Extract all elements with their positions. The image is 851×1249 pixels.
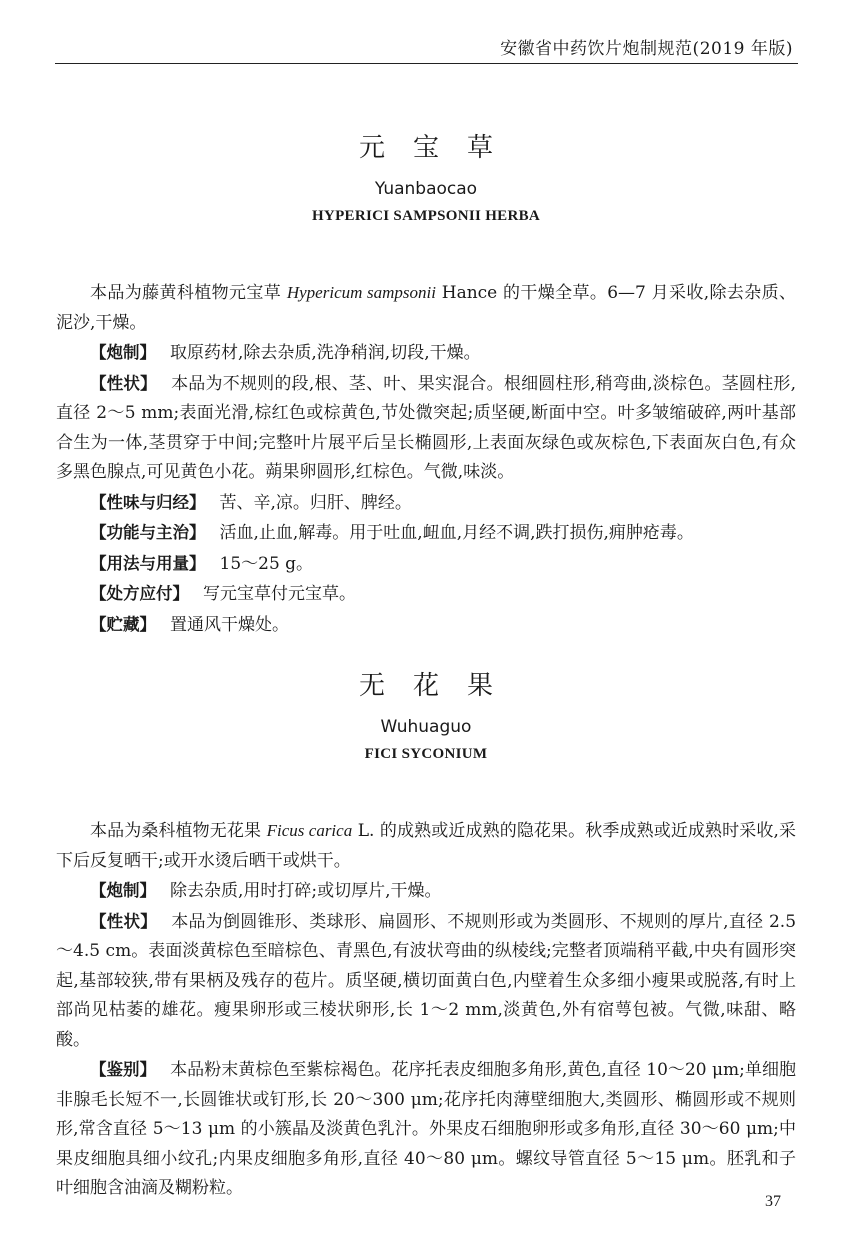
intro-text-cont: Hance 的干燥全草。6—7 月采收,除去杂质、泥沙,干燥。 [56, 283, 797, 333]
section-label: 【炮制】 [90, 343, 156, 362]
section-label: 【炮制】 [90, 881, 156, 900]
intro-paragraph [56, 278, 796, 338]
section-text: 本品粉末黄棕色至紫棕褐色。花序托表皮细胞多角形,黄色,直径 10～20 μm;单细胞非腺毛长短不一,长圆锥状或钉形,长 20～300 μm;花序托肉薄壁细胞大,类圆形、椭圆形或不规则形,常含直径 5～13 μm 的小簇晶及淡黄色乳汁。外果皮石细胞卵形或多角形,直径 30～60 μm;中果皮细胞具细小纹孔;内果皮细胞多角形,直径 40～80 μm。螺纹导管直径 5～15 μm。胚乳和子叶细胞含油滴及糊粉粒。 [56, 1060, 796, 1198]
section-label: 【鉴别】 [90, 1060, 157, 1079]
intro-text: 本品为藤黄科植物元宝草 [90, 283, 287, 303]
section-text: 写元宝草付元宝草。 [203, 584, 356, 604]
running-header: 安徽省中药饮片炮制规范(2019 年版) [500, 39, 793, 59]
latin-name: FICI SYCONIUM [364, 746, 488, 762]
section-text: 除去杂质,用时打碎;或切厚片,干燥。 [170, 881, 442, 901]
section-text: 取原药材,除去杂质,洗净稍润,切段,干燥。 [170, 343, 481, 363]
section-jianbie [56, 1055, 796, 1204]
monograph-title: 元宝草 [358, 133, 521, 163]
section-label: 【性味与归经】 [90, 492, 206, 512]
section-label: 【性状】 [90, 911, 157, 931]
section-paozhi [56, 876, 796, 907]
monograph-body [56, 278, 796, 640]
section-label: 【性状】 [90, 373, 157, 393]
section-xingzhuang [56, 369, 796, 488]
species-name: Ficus carica [266, 821, 353, 840]
section-gongneng [56, 518, 796, 549]
section-label: 【用法与用量】 [90, 553, 206, 573]
section-xingzhuang [56, 907, 796, 1056]
section-chufang [56, 579, 796, 610]
intro-text-cont: L. 的成熟或近成熟的隐花果。秋季成熟或近成熟时采收,采下后反复晒干;或开水烫后晒干或烘干。 [56, 821, 797, 871]
monograph-body [56, 816, 796, 1204]
section-label: 【处方应付】 [90, 584, 189, 603]
section-zhucang [56, 610, 796, 641]
species-name: Hypericum sampsonii [286, 283, 436, 302]
header-rule [55, 63, 798, 64]
section-text: 本品为倒圆锥形、类球形、扁圆形、不规则形或为类圆形、不规则的厚片,直径 2.5～4.5 cm。表面淡黄棕色至暗棕色、青黑色,有波状弯曲的纵棱线;完整者顶端稍平截,中央有圆形突起,基部较狭,带有果柄及残存的苞片。质坚硬,横切面黄白色,内壁着生众多细小瘦果或脱落,有时上部尚见枯萎的雄花。瘦果卵形或三棱状卵形,长 1～2 mm,淡黄色,外有宿萼包被。气微,味甜、略酸。 [56, 911, 797, 1050]
monograph-wuhuaguo [56, 668, 796, 1204]
section-xingwei [56, 488, 796, 519]
section-text: 本品为不规则的段,根、茎、叶、果实混合。根细圆柱形,稍弯曲,淡棕色。茎圆柱形,直径 2～5 mm;表面光滑,棕红色或棕黄色,节处微突起;质坚硬,断面中空。叶多皱缩破碎,两叶基部合生为一体,茎贯穿于中间;完整叶片展平后呈长椭圆形,上表面灰绿色或灰棕色,下表面灰白色,有众多黑色腺点,可见黄色小花。蒴果卵圆形,红棕色。气微,味淡。 [56, 373, 796, 482]
page-number: 37 [765, 1193, 781, 1210]
section-paozhi [56, 338, 796, 369]
intro-text: 本品为桑科植物无花果 [90, 821, 267, 841]
intro-paragraph [56, 816, 796, 876]
section-label: 【功能与主治】 [90, 523, 206, 542]
pinyin-name: Yuanbaocao [374, 179, 478, 199]
section-label: 【贮藏】 [90, 614, 156, 634]
section-text: 活血,止血,解毒。用于吐血,衄血,月经不调,跌打损伤,痈肿疮毒。 [219, 523, 694, 543]
monograph-title: 无花果 [358, 671, 521, 701]
section-text: 苦、辛,凉。归肝、脾经。 [219, 492, 412, 513]
section-text: 置通风干燥处。 [170, 614, 289, 635]
monograph-yuanbaocao [56, 130, 796, 640]
section-yongfa [56, 549, 796, 580]
latin-name: HYPERICI SAMPSONII HERBA [311, 208, 541, 224]
section-text: 15～25 g。 [219, 553, 314, 574]
pinyin-name: Wuhuaguo [380, 717, 472, 737]
